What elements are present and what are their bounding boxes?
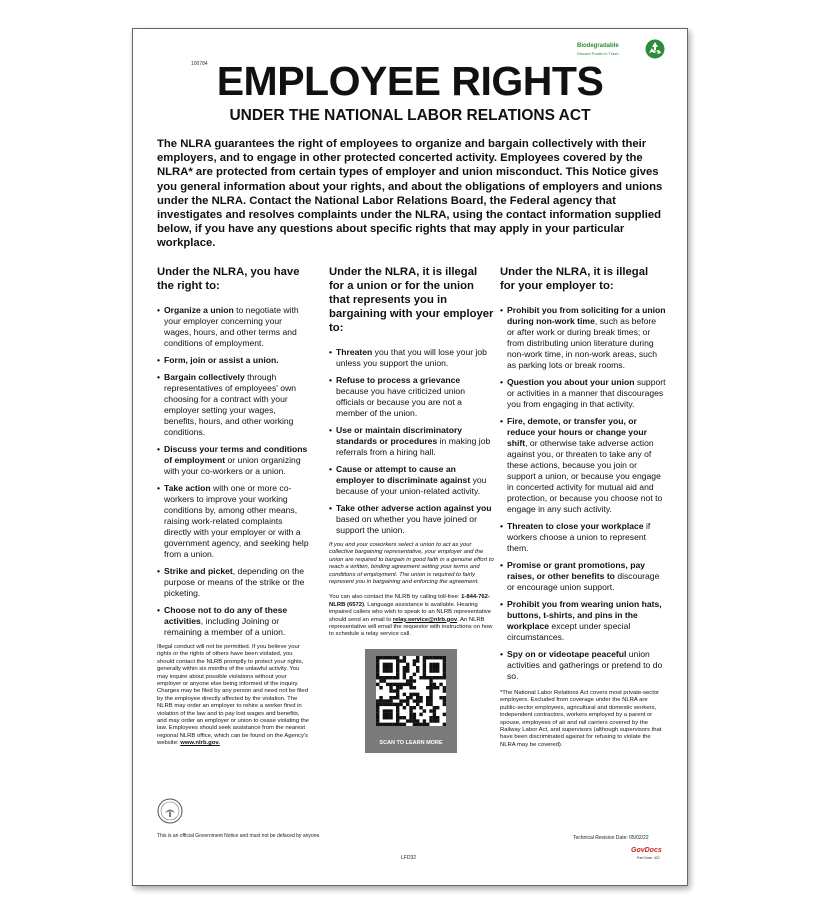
official-notice: This is an official Government Notice and must not be defaced by anyone. xyxy=(157,833,321,839)
govdocs-part-date: Part Date: 422 xyxy=(637,856,660,860)
list-item: • Form, join or assist a union. xyxy=(157,355,309,366)
list-item: • Bargain collectively through representatives of employees' own choosing for a contract with your employer setting your wages, benefits, hours, and other working conditions. xyxy=(157,372,309,438)
contact-text: You can also contact the NLRB by calling toll-free: 1-844-762-NLRB (6572). Language assistance is available. Hearing impaired callers who wish to speak to an NLRB representative should send an email to relay.service@nlrb.gov. An NLRB representative will email the requestor with instructions on how to schedule a relay service call. xyxy=(329,594,493,638)
list-item: • Question you about your union support or activities in a manner that discourages you from engaging in that activity. xyxy=(500,377,666,410)
list-item: • Take action with one or more co-workers to improve your working conditions by, among other means, raising work-related complaints directly with your employer or with a government agency, and seeking help from a union. xyxy=(157,483,309,560)
revision-date: Technical Revision Date: 05/02/22 xyxy=(573,835,649,841)
list-item: • Strike and picket, depending on the purpose or means of the strike or the picketing. xyxy=(157,566,309,599)
employer-heading: Under the NLRA, it is illegal for your employer to: xyxy=(500,266,649,292)
list-item: • Refuse to process a grievance because you have criticized union officials or because you are not a member of the union. xyxy=(329,375,494,419)
union-heading: Under the NLRA, it is illegal for a union or for the union that represents you in bargaining with your employer to: xyxy=(329,266,494,334)
qr-code-panel[interactable] xyxy=(365,649,457,753)
list-item: • Take other adverse action against you based on whether you have joined or support the union. xyxy=(329,503,494,536)
biodegradable-label: Biodegradable xyxy=(577,43,619,49)
nlrb-website-link[interactable]: www.nlrb.gov. xyxy=(180,740,220,747)
biodegradable-sub: Discard Poster in Trash xyxy=(577,51,619,56)
coverage-footnote: *The National Labor Relations Act covers most private-sector employers. Excluded from coverage under the NLRA are public-sector employees, agricultural and domestic workers, independent contractors, workers employed by a parent or spouse, employees of air and rail carriers covered by the Railway Labor Act, and supervisors (although supervisors that have been discriminated against for refusing to violate the NLRA may be covered). xyxy=(500,690,662,748)
list-item: • Prohibit you from soliciting for a union during non-work time, such as before or after work or during break times; or from distributing union literature during non-work time, in non-work areas, such as parking lots or break rooms. xyxy=(500,305,666,371)
employer-column xyxy=(500,265,666,749)
list-item: • Spy on or videotape peaceful union activities and gatherings or pretend to do so. xyxy=(500,649,666,682)
illegal-conduct-text: Illegal conduct will not be permitted. If you believe your rights or the rights of others have been violated, you should contact the NLRB promptly to protect your rights, generally within six months of the unlawful activity. You may inquire about possible violations without your employer or anyone else being informed of the inquiry. Charges may be filed by any person and need not be filed by the employee directly affected by the violation. The NLRB may order an employer to rehire a worker fired in violation of the law and to pay lost wages and benefits, and may order an employer or union to cease violating the law. Employees should seek assistance from the nearest regional NLRB office, which can be found on the Agency's website: www.nlrb.gov. xyxy=(157,644,309,747)
list-item: • Threaten to close your workplace if workers choose a union to represent them. xyxy=(500,521,666,554)
list-item: • Cause or attempt to cause an employer to discriminate against you because of your union-related activity. xyxy=(329,464,494,497)
rights-heading: Under the NLRA, you have the right to: xyxy=(157,266,300,292)
list-item: • Organize a union to negotiate with your employer concerning your wages, hours, and other terms and conditions of employment. xyxy=(157,305,309,349)
form-code: LFD32 xyxy=(401,855,417,861)
intro-paragraph: The NLRA guarantees the right of employees to organize and bargain collectively with their employers, and to engage in other protected concerted activity. Employees covered by the NLRA* are protected from certain types of employer and union misconduct. This Notice gives you general information about your rights, and about the obligations of employers and unions under the NLRA. Contact the National Labor Relations Board, the Federal agency that investigates and resolves complaints under the NLRA, using the contact information supplied below, if you have any questions about specific rights that may apply in your particular workplace. xyxy=(157,138,663,250)
page-title: EMPLOYEE RIGHTS xyxy=(216,58,604,104)
qr-code[interactable] xyxy=(376,656,446,726)
union-list xyxy=(329,347,494,536)
rights-list xyxy=(157,305,309,638)
qr-label: SCAN TO LEARN MORE xyxy=(379,739,443,746)
employer-list xyxy=(500,305,666,682)
list-item: • Discuss your terms and conditions of employment or union organizing with your co-workers or a union. xyxy=(157,444,309,477)
list-item: • Threaten you that you will lose your job unless you support the union. xyxy=(329,347,494,369)
doc-code: 100784 xyxy=(191,61,208,67)
union-column xyxy=(329,265,494,753)
list-item: • Choose not to do any of these activities, including Joining or remaining a member of a union. xyxy=(157,605,309,638)
list-item: • Fire, demote, or transfer you, or reduce your hours or change your shift, or otherwise take adverse action against you, or threaten to take any of these actions, because you join or support a union, or because you engage in concerted activity for mutual aid and protection, or because you choose not to engage in any such activity. xyxy=(500,416,666,515)
recycle-icon xyxy=(645,39,665,59)
phone-number[interactable]: 1-844-762-NLRB (6572) xyxy=(329,594,490,608)
relay-email-link[interactable]: relay.service@nlrb.gov xyxy=(392,616,458,623)
nlrb-seal-icon xyxy=(157,798,183,824)
govdocs-logo: GovDocs xyxy=(631,847,662,854)
list-item: • Promise or grant promotions, pay raises, or other benefits to discourage or encourage union support. xyxy=(500,560,666,593)
rights-column xyxy=(157,265,309,748)
page-subtitle: UNDER THE NATIONAL LABOR RELATIONS ACT xyxy=(229,107,591,124)
biodegradable-text xyxy=(577,43,619,57)
nlra-poster xyxy=(132,28,688,886)
list-item: • Prohibit you from wearing union hats, buttons, t-shirts, and pins in the workplace except under special circumstances. xyxy=(500,599,666,643)
list-item: • Use or maintain discriminatory standards or procedures in making job referrals from a hiring hall. xyxy=(329,425,494,458)
bargaining-note: If you and your coworkers select a union to act as your collective bargaining representative, your employer and the union are required to bargain in good faith in a genuine effort to reach a written, binding agreement setting your terms and conditions of employment. The union is required to fairly represent you in bargaining and enforcing the agreement. xyxy=(329,542,494,586)
